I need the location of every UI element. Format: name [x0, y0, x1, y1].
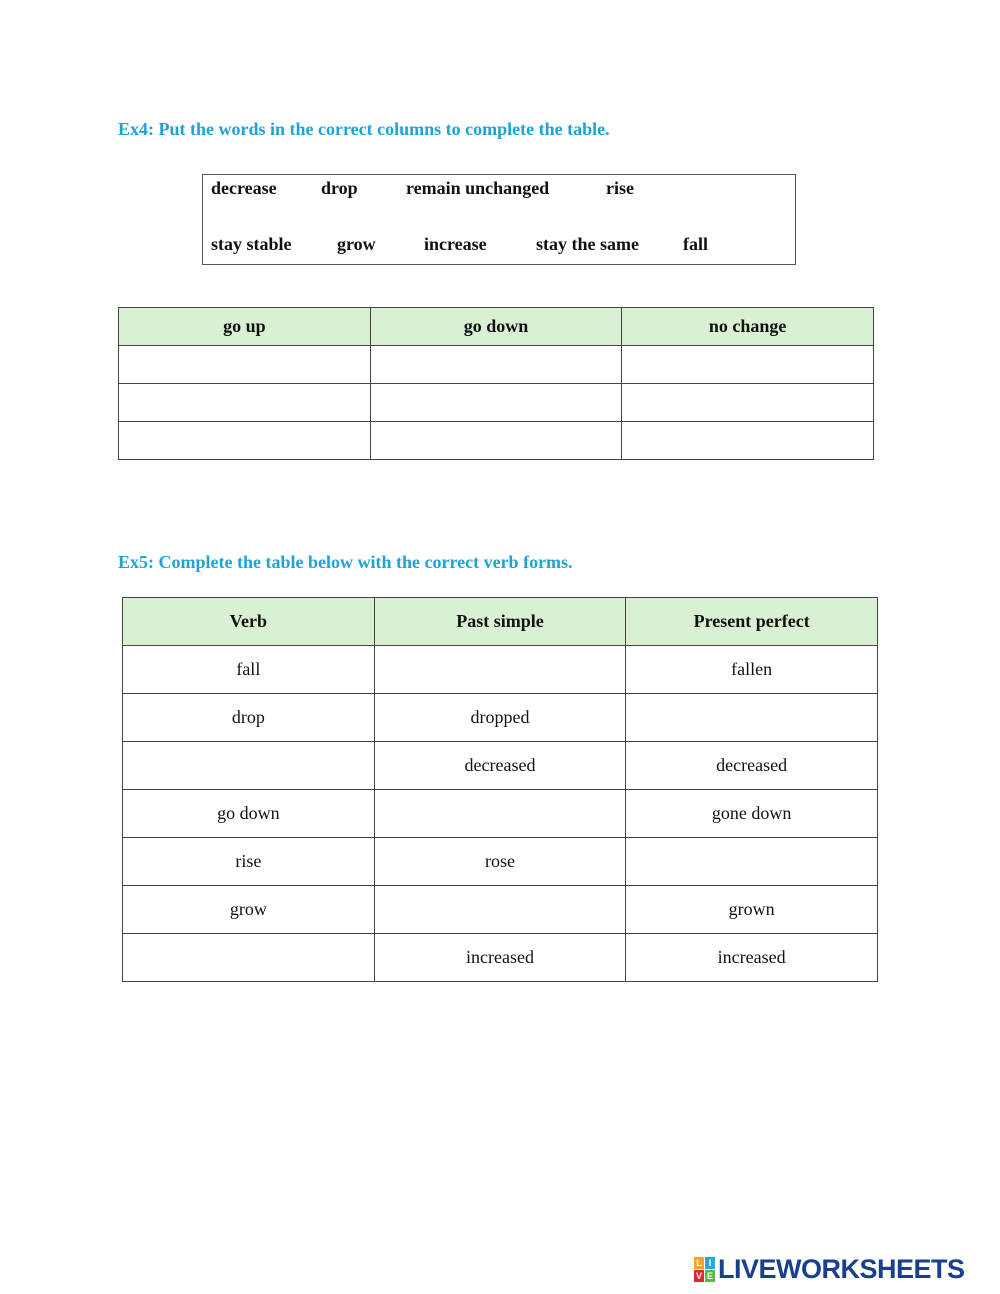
ex4-sorting-table [118, 307, 874, 460]
verb-cell: increased [374, 934, 626, 982]
liveworksheets-logo [694, 1254, 965, 1284]
answer-cell[interactable] [370, 346, 622, 384]
word-bank [202, 174, 796, 265]
table-row [123, 694, 878, 742]
verb-cell: fall [123, 646, 375, 694]
word-bank-item: increase [424, 234, 487, 254]
table-row [119, 384, 874, 422]
answer-cell[interactable] [119, 346, 371, 384]
table-row [123, 934, 878, 982]
verb-cell: decreased [374, 742, 626, 790]
answer-cell[interactable] [123, 742, 375, 790]
answer-cell[interactable] [370, 422, 622, 460]
header-go-up: go up [119, 308, 371, 346]
table-row [123, 742, 878, 790]
answer-cell[interactable] [123, 934, 375, 982]
answer-cell[interactable] [622, 422, 874, 460]
verb-cell: rose [374, 838, 626, 886]
ex4-title: Ex4: Put the words in the correct columns to complete the table. [118, 119, 610, 139]
table-row [119, 346, 874, 384]
answer-cell[interactable] [374, 790, 626, 838]
answer-cell[interactable] [626, 694, 878, 742]
verb-cell: grow [123, 886, 375, 934]
table-row [119, 422, 874, 460]
answer-cell[interactable] [622, 346, 874, 384]
table-header-row [123, 598, 878, 646]
ex5-title: Ex5: Complete the table below with the correct verb forms. [118, 552, 573, 572]
answer-cell[interactable] [622, 384, 874, 422]
word-bank-item: decrease [211, 178, 277, 198]
answer-cell[interactable] [119, 422, 371, 460]
word-bank-item: stay stable [211, 234, 292, 254]
verb-cell: grown [626, 886, 878, 934]
word-bank-item: remain unchanged [406, 178, 550, 198]
verb-cell: dropped [374, 694, 626, 742]
table-row [123, 838, 878, 886]
table-row [123, 886, 878, 934]
word-bank-item: stay the same [536, 234, 639, 254]
table-row [123, 790, 878, 838]
answer-cell[interactable] [119, 384, 371, 422]
logo-mark-icon: L I V E [695, 1257, 713, 1281]
word-bank-item: grow [337, 234, 376, 254]
header-present-perfect: Present perfect [626, 598, 878, 646]
verb-cell: go down [123, 790, 375, 838]
table-row [123, 646, 878, 694]
logo-text: LIVEWORKSHEETS [718, 1253, 965, 1284]
verb-cell: decreased [626, 742, 878, 790]
ex5-verb-table [122, 597, 878, 982]
answer-cell[interactable] [374, 646, 626, 694]
verb-cell: fallen [626, 646, 878, 694]
word-bank-item: fall [683, 234, 708, 254]
answer-cell[interactable] [374, 886, 626, 934]
header-verb: Verb [123, 598, 375, 646]
verb-cell: rise [123, 838, 375, 886]
answer-cell[interactable] [626, 838, 878, 886]
verb-cell: drop [123, 694, 375, 742]
header-go-down: go down [370, 308, 622, 346]
table-header-row [119, 308, 874, 346]
header-no-change: no change [622, 308, 874, 346]
header-past-simple: Past simple [374, 598, 626, 646]
word-bank-item: rise [606, 178, 634, 198]
verb-cell: increased [626, 934, 878, 982]
answer-cell[interactable] [370, 384, 622, 422]
word-bank-item: drop [321, 178, 358, 198]
verb-cell: gone down [626, 790, 878, 838]
